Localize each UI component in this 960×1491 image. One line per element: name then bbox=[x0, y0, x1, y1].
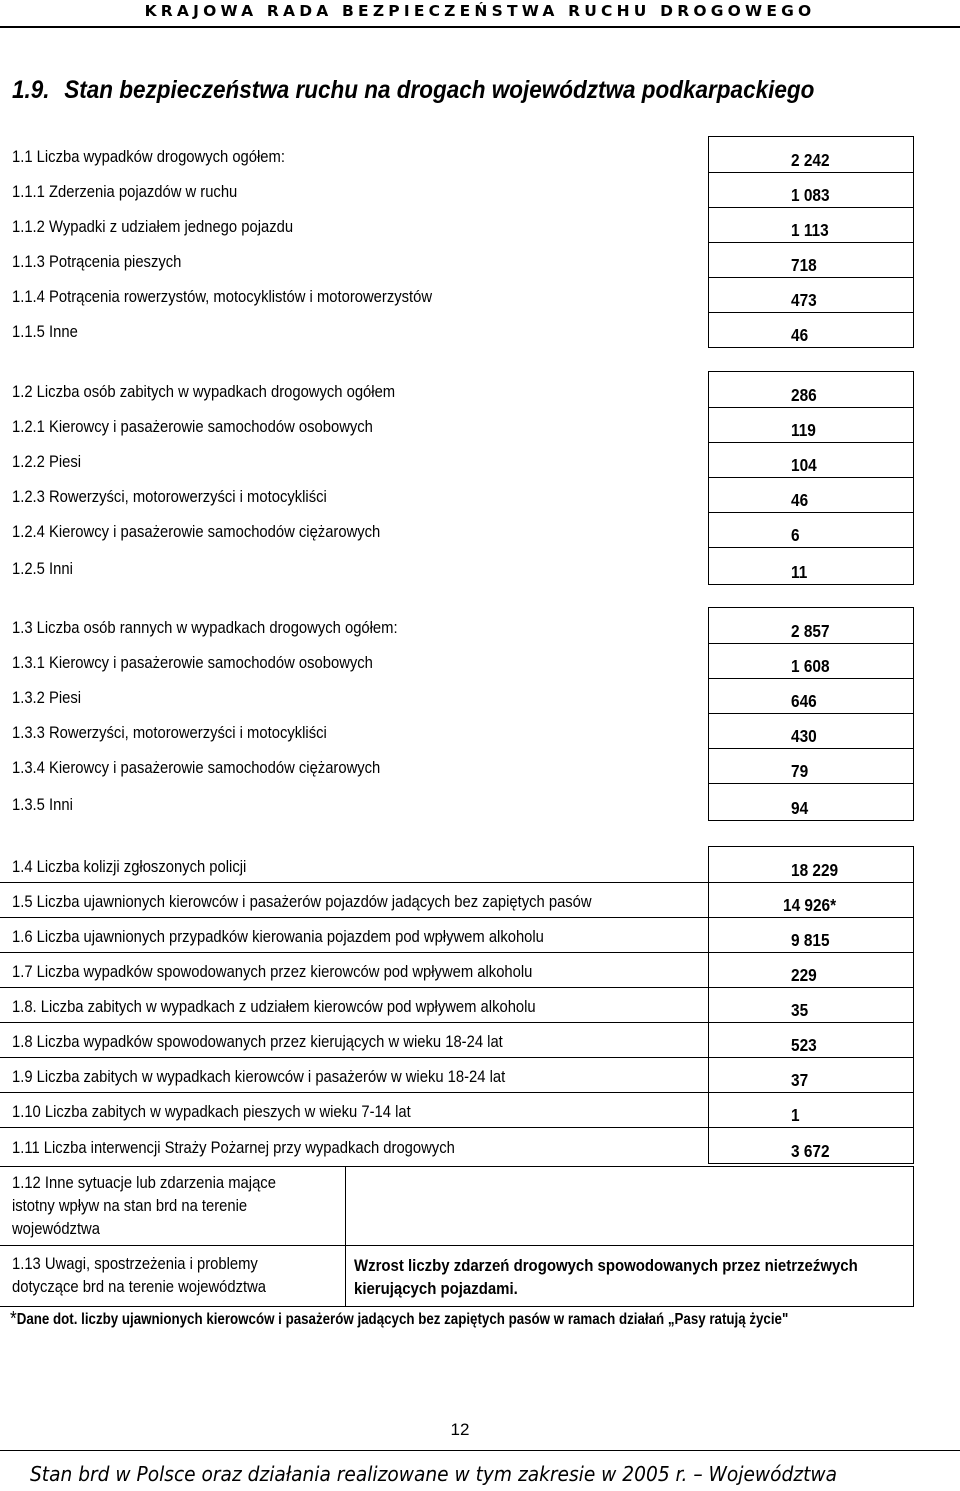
row-value: 119 bbox=[791, 420, 816, 440]
table-row bbox=[0, 846, 960, 883]
value-cell bbox=[708, 312, 914, 348]
row-value: 718 bbox=[791, 255, 817, 275]
row-label: 1.1.2 Wypadki z udziałem jednego pojazdu bbox=[12, 217, 294, 236]
table-row bbox=[0, 783, 960, 821]
value-cell bbox=[708, 952, 914, 988]
row-value: 229 bbox=[791, 965, 817, 985]
row-value: 104 bbox=[791, 455, 817, 475]
footnote bbox=[10, 1308, 788, 1331]
accidents-table bbox=[0, 136, 960, 348]
row-label: 1.3.5 Inni bbox=[12, 795, 73, 814]
row-label: 1.3.3 Rowerzyści, motorowerzyści i motocykliści bbox=[12, 723, 327, 742]
box-divider bbox=[345, 1167, 346, 1245]
table-row bbox=[0, 277, 960, 313]
row-value: 46 bbox=[791, 490, 809, 510]
value-cell bbox=[708, 207, 914, 243]
value-cell bbox=[708, 371, 914, 408]
footer-text: Stan brd w Polsce oraz działania realizowane w tym zakresie w 2005 r. – Województwa bbox=[30, 1462, 837, 1486]
table-row bbox=[0, 678, 960, 714]
footnote-marker: * bbox=[10, 1308, 17, 1330]
row-label: 1.8 Liczba wypadków spowodowanych przez kierujących w wieku 18-24 lat bbox=[12, 1032, 503, 1051]
row-value: 11 bbox=[791, 562, 808, 582]
table-row bbox=[0, 1022, 960, 1058]
row-value: 6 bbox=[791, 525, 800, 545]
footer-rule bbox=[0, 1450, 960, 1451]
row-label: 1.2.3 Rowerzyści, motorowerzyści i motocykliści bbox=[12, 487, 327, 506]
value-cell bbox=[708, 713, 914, 749]
row-label: 1.3 Liczba osób rannych w wypadkach drogowych ogółem: bbox=[12, 618, 398, 637]
table-row bbox=[0, 917, 960, 953]
row-value: 2 242 bbox=[791, 150, 830, 170]
table-row bbox=[0, 748, 960, 784]
row-value: 3 672 bbox=[791, 1141, 830, 1161]
value-cell bbox=[708, 783, 914, 821]
table-row bbox=[0, 713, 960, 749]
row-value: 2 857 bbox=[791, 621, 830, 641]
row-value: 473 bbox=[791, 290, 817, 310]
table-row bbox=[0, 882, 960, 918]
row-label: 1.1.3 Potrącenia pieszych bbox=[12, 252, 182, 271]
table-row bbox=[0, 1127, 960, 1164]
other-situations-label: 1.12 Inne sytuacje lub zdarzenia mające istotny wpływ na stan brd na terenie województwa bbox=[12, 1173, 276, 1238]
row-value: 35 bbox=[791, 1000, 809, 1020]
value-cell bbox=[708, 407, 914, 443]
table-row bbox=[0, 952, 960, 988]
value-cell bbox=[708, 477, 914, 513]
row-value: 1 bbox=[791, 1105, 800, 1125]
row-label: 1.4 Liczba kolizji zgłoszonych policji bbox=[12, 857, 247, 876]
row-label: 1.7 Liczba wypadków spowodowanych przez kierowców pod wpływem alkoholu bbox=[12, 962, 533, 981]
row-label: 1.10 Liczba zabitych w wypadkach pieszych w wieku 7-14 lat bbox=[12, 1102, 411, 1121]
box-divider bbox=[345, 1244, 346, 1306]
row-value: 286 bbox=[791, 385, 817, 405]
remarks-box bbox=[0, 1244, 914, 1307]
value-cell bbox=[708, 643, 914, 679]
value-cell bbox=[708, 512, 914, 548]
value-cell bbox=[708, 1092, 914, 1128]
table-row bbox=[0, 987, 960, 1023]
table-row bbox=[0, 136, 960, 173]
row-label: 1.2.2 Piesi bbox=[12, 452, 82, 471]
row-label: 1.6 Liczba ujawnionych przypadków kierowania pojazdem pod wpływem alkoholu bbox=[12, 927, 544, 946]
row-label: 1.1.1 Zderzenia pojazdów w ruchu bbox=[12, 182, 238, 201]
table-row bbox=[0, 1057, 960, 1093]
value-cell bbox=[708, 678, 914, 714]
value-cell bbox=[708, 882, 914, 918]
value-cell bbox=[708, 172, 914, 208]
row-value: 46 bbox=[791, 325, 809, 345]
row-value: 1 083 bbox=[791, 185, 830, 205]
section-title-text: Stan bezpieczeństwa ruchu na drogach województwa podkarpackiego bbox=[64, 76, 815, 104]
value-cell bbox=[708, 277, 914, 313]
table-row bbox=[0, 172, 960, 208]
table-row bbox=[0, 1092, 960, 1128]
row-value: 1 608 bbox=[791, 656, 830, 676]
other-situations-box bbox=[0, 1166, 914, 1246]
row-label: 1.1 Liczba wypadków drogowych ogółem: bbox=[12, 147, 285, 166]
row-label: 1.3.2 Piesi bbox=[12, 688, 82, 707]
killed-table bbox=[0, 371, 960, 585]
table-row bbox=[0, 371, 960, 408]
row-label: 1.3.1 Kierowcy i pasażerowie samochodów osobowych bbox=[12, 653, 373, 672]
other-indicators-table bbox=[0, 846, 960, 1166]
row-value: 646 bbox=[791, 691, 817, 711]
box-right-border bbox=[913, 1244, 914, 1306]
page-number: 12 bbox=[450, 1420, 470, 1439]
table-row bbox=[0, 512, 960, 548]
row-label: 1.2 Liczba osób zabitych w wypadkach drogowych ogółem bbox=[12, 382, 396, 401]
table-row bbox=[0, 207, 960, 243]
row-value: 79 bbox=[791, 761, 809, 781]
value-cell bbox=[708, 748, 914, 784]
table-row bbox=[0, 477, 960, 513]
table-row bbox=[0, 442, 960, 478]
value-cell bbox=[708, 442, 914, 478]
header-rule bbox=[0, 26, 960, 28]
table-row bbox=[0, 407, 960, 443]
value-cell bbox=[708, 242, 914, 278]
box-right-border bbox=[913, 1167, 914, 1245]
value-cell bbox=[708, 136, 914, 173]
value-cell bbox=[708, 846, 914, 883]
footnote-text: Dane dot. liczby ujawnionych kierowców i pasażerów jadących bez zapiętych pasów w ramach działań „Pasy ratują życie" bbox=[16, 1311, 789, 1328]
table-row bbox=[0, 607, 960, 644]
row-value: 430 bbox=[791, 726, 817, 746]
remarks-label: 1.13 Uwagi, spostrzeżenia i problemy dotyczące brd na terenie województwa bbox=[12, 1254, 267, 1296]
row-label: 1.5 Liczba ujawnionych kierowców i pasażerów pojazdów jadących bez zapiętych pasów bbox=[12, 892, 592, 911]
value-cell bbox=[708, 1057, 914, 1093]
value-cell bbox=[708, 987, 914, 1023]
row-value: 523 bbox=[791, 1035, 817, 1055]
row-value: 37 bbox=[791, 1070, 809, 1090]
remarks-text: Wzrost liczby zdarzeń drogowych spowodowanych przez nietrzeźwych kierujących pojazdami. bbox=[354, 1256, 858, 1298]
table-row bbox=[0, 312, 960, 348]
section-title bbox=[12, 76, 814, 105]
row-label: 1.2.1 Kierowcy i pasażerowie samochodów osobowych bbox=[12, 417, 373, 436]
row-value: 18 229 bbox=[791, 860, 839, 880]
table-row bbox=[0, 643, 960, 679]
row-label: 1.1.4 Potrącenia rowerzystów, motocyklistów i motorowerzystów bbox=[12, 287, 433, 306]
row-value: 94 bbox=[791, 798, 809, 818]
value-cell bbox=[708, 547, 914, 585]
row-label: 1.2.4 Kierowcy i pasażerowie samochodów ciężarowych bbox=[12, 522, 381, 541]
header-title: KRAJOWA RADA BEZPIECZEŃSTWA RUCHU DROGOWEGO bbox=[144, 2, 816, 20]
row-label: 1.1.5 Inne bbox=[12, 322, 78, 341]
table-row bbox=[0, 547, 960, 585]
row-label: 1.11 Liczba interwencji Straży Pożarnej przy wypadkach drogowych bbox=[12, 1138, 455, 1157]
row-label: 1.8. Liczba zabitych w wypadkach z udziałem kierowców pod wpływem alkoholu bbox=[12, 997, 536, 1016]
row-label: 1.9 Liczba zabitych w wypadkach kierowców i pasażerów w wieku 18-24 lat bbox=[12, 1067, 506, 1086]
value-cell bbox=[708, 607, 914, 644]
value-cell bbox=[708, 917, 914, 953]
row-value: 14 926* bbox=[783, 895, 837, 915]
row-label: 1.2.5 Inni bbox=[12, 559, 73, 578]
section-number: 1.9. bbox=[12, 76, 50, 104]
running-header bbox=[0, 0, 960, 30]
value-cell bbox=[708, 1127, 914, 1164]
row-value: 1 113 bbox=[791, 220, 829, 240]
row-label: 1.3.4 Kierowcy i pasażerowie samochodów ciężarowych bbox=[12, 758, 381, 777]
row-value: 9 815 bbox=[791, 930, 830, 950]
injured-table bbox=[0, 607, 960, 821]
value-cell bbox=[708, 1022, 914, 1058]
table-row bbox=[0, 242, 960, 278]
